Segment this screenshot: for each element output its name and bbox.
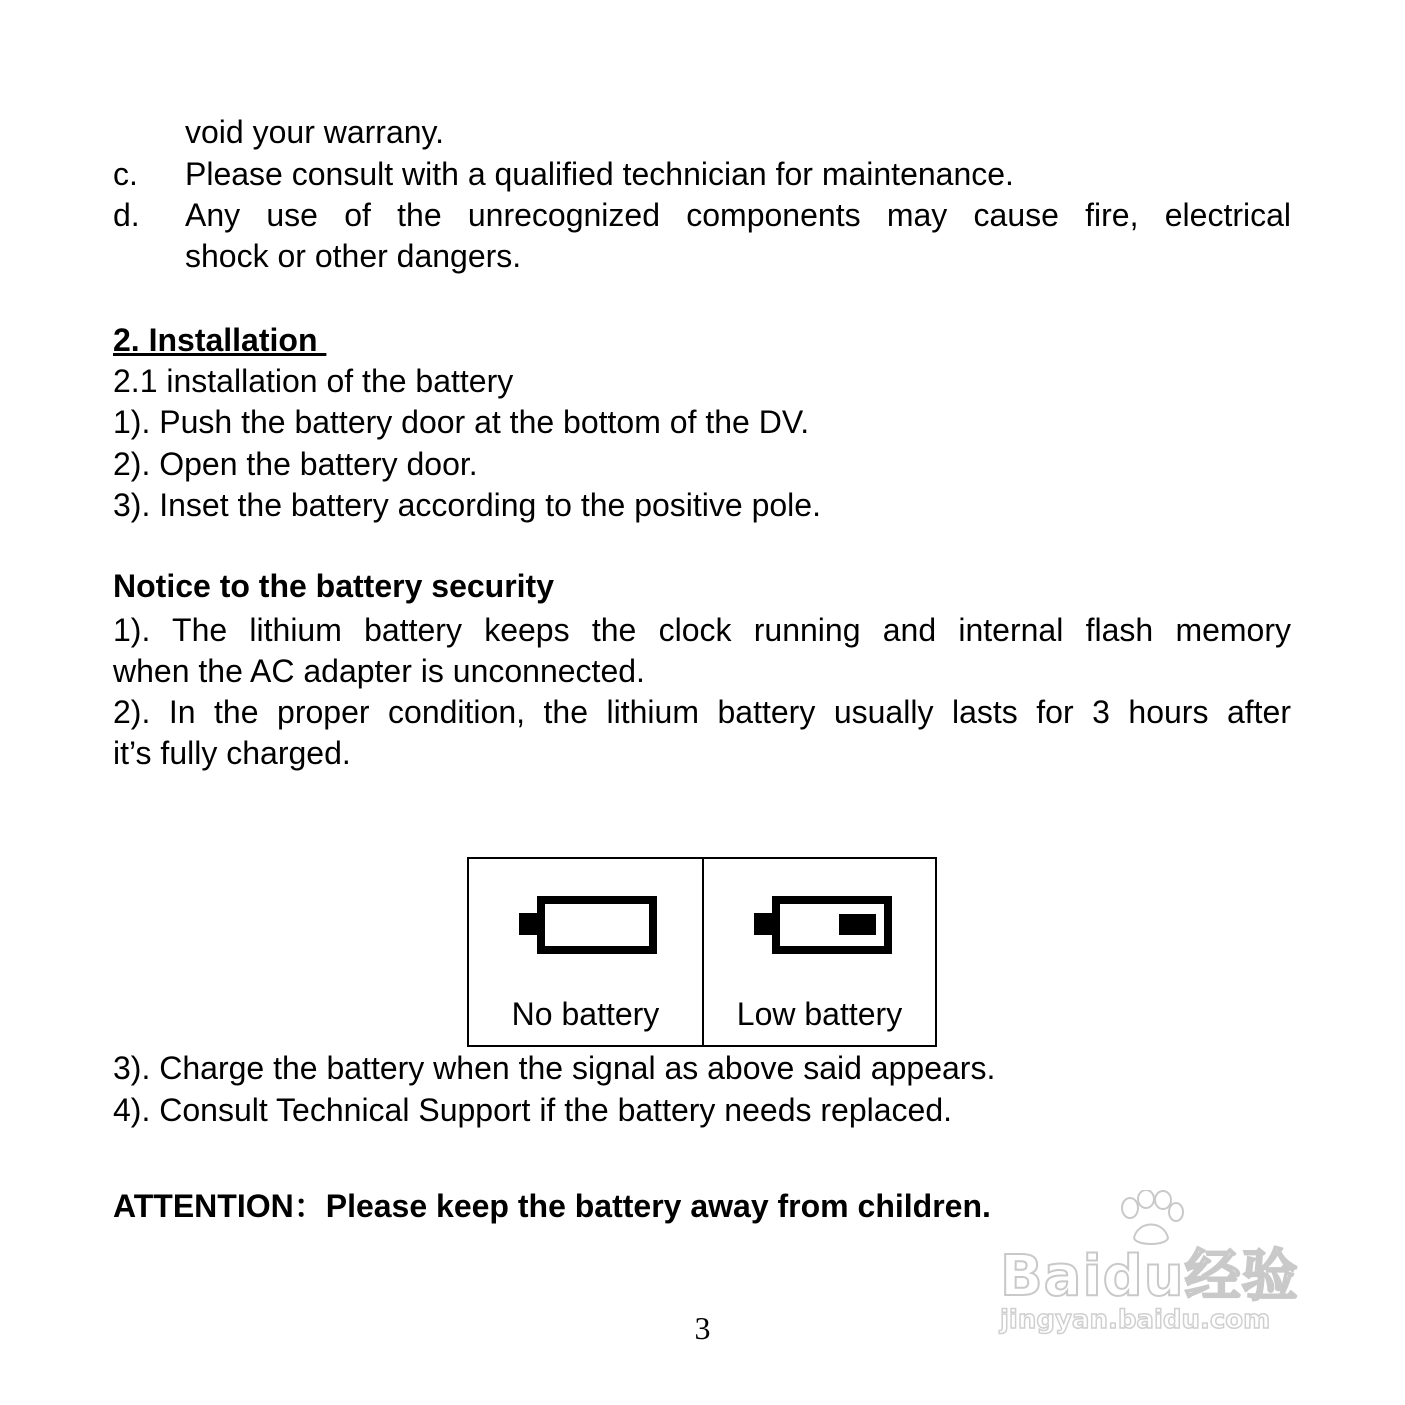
notice-p1-line1: 1). The lithium battery keeps the clock running and internal flash memory [113,612,1291,648]
notice-p1-line2: when the AC adapter is unconnected. [113,653,645,689]
installation-step-2: 2). Open the battery door. [113,446,478,482]
installation-subheading: 2.1 installation of the battery [113,363,514,399]
battery-empty-icon [517,895,662,957]
charge-step-4: 4). Consult Technical Support if the battery needs replaced. [113,1092,953,1128]
low-battery-label: Low battery [736,996,903,1032]
warning-item-c: Please consult with a qualified technician for maintenance. [185,156,1014,192]
no-battery-cell [469,859,702,1045]
battery-indicator-table [467,857,937,1047]
charge-step-3: 3). Charge the battery when the signal as above said appears. [113,1050,996,1086]
notice-p2-line2: it’s fully charged. [113,735,351,771]
notice-heading: Notice to the battery security [113,568,554,604]
installation-step-3: 3). Inset the battery according to the positive pole. [113,487,821,523]
baidu-logo-text: Baidu经验 [1000,1244,1299,1309]
warning-item-d-line1: Any use of the unrecognized components may cause fire, electrical [185,197,1291,233]
notice-p2-line1: 2). In the proper condition, the lithium battery usually lasts for 3 hours after [113,694,1291,730]
warranty-continuation: void your warrany. [185,114,445,150]
list-marker-c: c. [113,156,138,192]
installation-step-1: 1). Push the battery door at the bottom of the DV. [113,404,810,440]
baidu-watermark [998,1190,1328,1350]
list-marker-d: d. [113,197,140,233]
installation-heading: 2. Installation [113,322,318,358]
page-number: 3 [694,1310,711,1346]
warning-item-d-line2: shock or other dangers. [185,238,522,274]
no-battery-label: No battery [511,996,660,1032]
attention-notice: ATTENTION：Please keep the battery away from children. [113,1188,991,1224]
low-battery-cell [702,859,935,1045]
battery-low-icon [752,895,897,957]
baidu-url-text: jingyan.baidu.com [1000,1305,1271,1335]
